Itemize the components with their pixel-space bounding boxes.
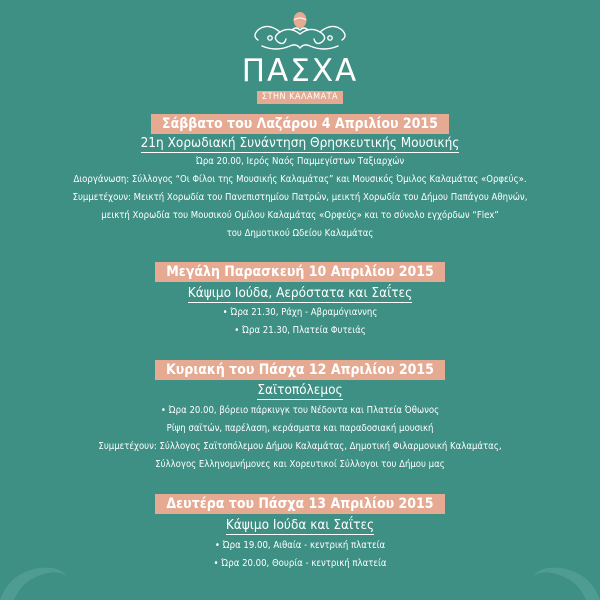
section-3-line-3: Συμμετέχουν: Σύλλογος Σαϊτοπόλεμου Δήμου Καλαμάτας, Δημοτική Φιλαρμονική Καλαμάτας, (98, 441, 502, 452)
section-4-date-banner: Δευτέρα του Πάσχα 13 Απριλίου 2015 (155, 494, 445, 514)
section-2-line-2: • Ώρα 21.30, Πλατεία Φυτειάς (234, 325, 366, 336)
section-1-event-text: 21η Χορωδιακή Συνάντηση Θρησκευτικής Μουσικής (140, 135, 460, 151)
section-3-line-1: • Ώρα 20.00, βόρειο πάρκινγκ του Νέδοντα και Πλατεία Όθωνος (160, 405, 440, 416)
section-3-line-2: Ρίψη σαϊτών, παρέλαση, κεράσματα και παραδοσιακή μουσική (166, 423, 434, 434)
section-2-event-text: Κάψιμο Ιούδα, Αερόστατα και Σαΐτες (187, 285, 413, 301)
section-2-date-banner: Μεγάλη Παρασκευή 10 Απριλίου 2015 (155, 262, 445, 282)
easter-egg-ornament-icon (240, 6, 360, 58)
logo-subtitle: ΣΤΗΝ ΚΑΛΑΜΑΤΑ (257, 91, 343, 104)
section-3-date-banner: Κυριακή του Πάσχα 12 Απριλίου 2015 (155, 360, 445, 380)
section-3-event-title (0, 381, 600, 399)
section-1-line-4: μεικτή Χορωδία του Μουσικού Ομίλου Καλαμάτας «Ορφεύς» και το σύνολο εγχόρδων “Flex” (101, 210, 499, 221)
section-1-line-5: του Δημοτικού Ωδείου Καλαμάτας (226, 228, 374, 239)
logo-title: ΠΑΣΧΑ (241, 53, 359, 89)
section-1-line-3: Συμμετέχουν: Μεικτή Χορωδία του Πανεπιστημίου Πατρών, μεικτή Χορωδία του Δήμου Παπάγου Αθηνών, (72, 192, 528, 203)
section-4-line-1: • Ώρα 19.00, Αιθαία - κεντρική πλατεία (214, 540, 386, 551)
section-1-event-title (0, 134, 600, 152)
section-3-event-text: Σαϊτοπόλεμος (257, 382, 343, 398)
section-1-date-banner: Σάββατο του Λαζάρου 4 Απριλίου 2015 (151, 114, 449, 134)
section-1-line-1: Ώρα 20.00, Ιερός Ναός Παμμεγίστων Ταξιαρχών (195, 156, 405, 167)
section-2-line-1: • Ώρα 21.30, Ράχη - Αβραμόγιαννης (222, 307, 378, 318)
section-3-line-4: Σύλλογος Ελληνομνήμονες και Χορευτικοί Σύλλογοι του Δήμου μας (155, 459, 445, 470)
logo (240, 6, 360, 102)
section-4-event-title (0, 516, 600, 534)
section-4-line-2: • Ώρα 20.00, Θουρία - κεντρική πλατεία (213, 558, 387, 569)
section-2-event-title (0, 284, 600, 302)
section-4-event-text: Κάψιμο Ιούδα και Σαΐτες (225, 517, 375, 533)
section-1-line-2: Διοργάνωση: Σύλλογος “Οι Φίλοι της Μουσικής Καλαμάτας” και Μουσικός Όμιλος Καλαμάτας «Ορφεύς». (73, 174, 527, 185)
